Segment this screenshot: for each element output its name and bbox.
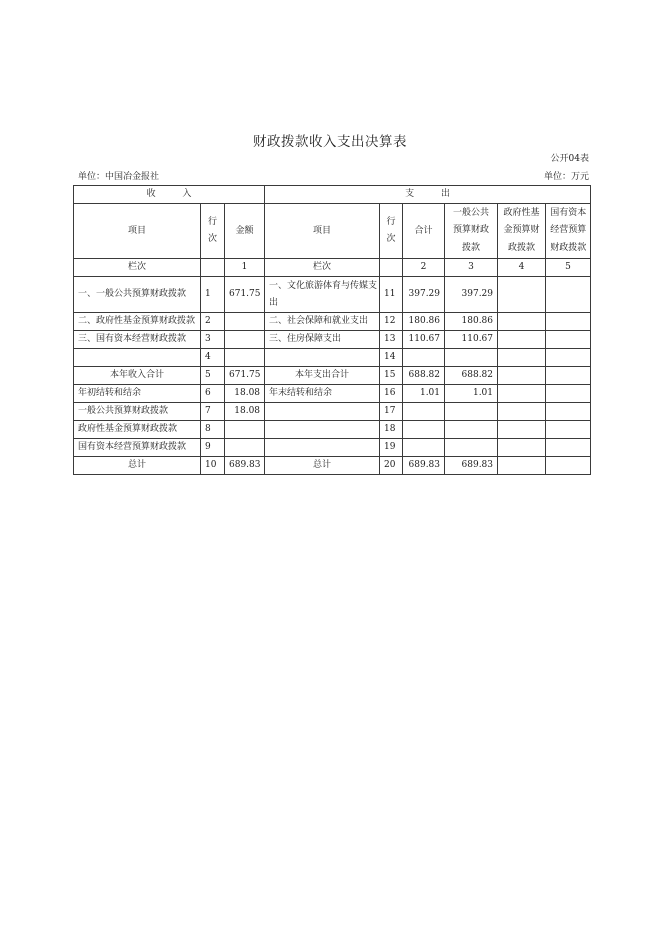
- general-budget-cell: 1.01: [445, 385, 498, 403]
- income-item-cell: 三、国有资本经营财政拨款: [74, 331, 201, 349]
- general-budget-cell: [445, 439, 498, 457]
- form-number: 公开04表: [550, 154, 589, 164]
- income-amount-cell: [225, 421, 265, 439]
- expense-line-cell: 15: [380, 367, 403, 385]
- col-header-label: 一般公共预算财政拨款: [453, 207, 490, 253]
- table-row: [74, 367, 591, 385]
- expense-item-cell: 三、住房保障支出: [265, 331, 380, 349]
- state-capital-cell: [546, 421, 591, 439]
- income-section-header: 收 入: [74, 186, 265, 204]
- expense-item-cell: [265, 421, 380, 439]
- income-item-cell: 一、一般公共预算财政拨款: [74, 277, 201, 313]
- expense-item-cell: [265, 349, 380, 367]
- total-cell: 1.01: [403, 385, 445, 403]
- general-budget-cell: 180.86: [445, 313, 498, 331]
- income-amount-cell: [225, 313, 265, 331]
- col-header-label: 政府性基金预算财政拨款: [503, 207, 540, 253]
- expense-item-cell: [265, 277, 380, 313]
- total-cell: [403, 403, 445, 421]
- col-header-state-capital: [546, 204, 591, 259]
- column-index-cell: 5: [546, 259, 591, 277]
- table-row: [74, 349, 591, 367]
- state-capital-cell: [546, 331, 591, 349]
- income-line-cell: 1: [201, 277, 225, 313]
- general-budget-cell: 397.29: [445, 277, 498, 313]
- state-capital-cell: [546, 367, 591, 385]
- gov-fund-cell: [498, 331, 546, 349]
- state-capital-cell: [546, 277, 591, 313]
- state-capital-cell: [546, 403, 591, 421]
- total-cell: 110.67: [403, 331, 445, 349]
- income-amount-cell: 671.75: [225, 367, 265, 385]
- table-row: [74, 331, 591, 349]
- table-row: [74, 421, 591, 439]
- col-header-gov-fund: [498, 204, 546, 259]
- income-amount-cell: [225, 439, 265, 457]
- total-cell: [403, 439, 445, 457]
- income-item-cell: [74, 349, 201, 367]
- col-header-general-budget: [445, 204, 498, 259]
- table-row: [74, 277, 591, 313]
- income-item-cell: 国有资本经营预算财政拨款: [74, 439, 201, 457]
- col-header-total: 合计: [403, 204, 445, 259]
- unit-organization: 单位：中国冶金报社: [78, 172, 160, 182]
- expense-line-cell: 14: [380, 349, 403, 367]
- income-line-cell: 5: [201, 367, 225, 385]
- income-line-cell: 2: [201, 313, 225, 331]
- expense-line-cell: 11: [380, 277, 403, 313]
- expense-line-cell: 13: [380, 331, 403, 349]
- column-index-cell: [380, 259, 403, 277]
- gov-fund-cell: [498, 385, 546, 403]
- state-capital-cell: [546, 385, 591, 403]
- income-amount-cell: 18.08: [225, 403, 265, 421]
- income-line-cell: 3: [201, 331, 225, 349]
- general-budget-cell: 110.67: [445, 331, 498, 349]
- table-row: [74, 439, 591, 457]
- general-budget-cell: [445, 349, 498, 367]
- column-index-cell: 1: [225, 259, 265, 277]
- income-amount-cell: [225, 331, 265, 349]
- gov-fund-cell: [498, 313, 546, 331]
- gov-fund-cell: [498, 457, 546, 475]
- income-line-cell: 10: [201, 457, 225, 475]
- expense-line-cell: 17: [380, 403, 403, 421]
- state-capital-cell: [546, 457, 591, 475]
- section-header-row: [74, 186, 591, 204]
- income-line-cell: 8: [201, 421, 225, 439]
- total-cell: [403, 421, 445, 439]
- income-amount-cell: [225, 349, 265, 367]
- expense-item-cell: 本年支出合计: [265, 367, 380, 385]
- expense-item-cell: [265, 439, 380, 457]
- table-row: [74, 385, 591, 403]
- total-cell: 397.29: [403, 277, 445, 313]
- state-capital-cell: [546, 349, 591, 367]
- income-item-cell: 总计: [74, 457, 201, 475]
- table-row: [74, 403, 591, 421]
- expense-item-cell: 总计: [265, 457, 380, 475]
- income-line-cell: 9: [201, 439, 225, 457]
- expense-item-cell: 年末结转和结余: [265, 385, 380, 403]
- general-budget-cell: [445, 403, 498, 421]
- state-capital-cell: [546, 439, 591, 457]
- column-index-cell: 3: [445, 259, 498, 277]
- col-header-income-amount: 金额: [225, 204, 265, 259]
- gov-fund-cell: [498, 367, 546, 385]
- income-item-cell: 政府性基金预算财政拨款: [74, 421, 201, 439]
- column-index-cell: 4: [498, 259, 546, 277]
- expense-item-label: 一、文化旅游体育与传媒支出: [269, 280, 378, 308]
- expense-line-cell: 16: [380, 385, 403, 403]
- table-row: [74, 313, 591, 331]
- col-header-label: 行次: [207, 217, 217, 244]
- income-item-cell: 年初结转和结余: [74, 385, 201, 403]
- expense-line-cell: 20: [380, 457, 403, 475]
- expense-line-cell: 12: [380, 313, 403, 331]
- column-index-label: 栏次: [74, 259, 201, 277]
- col-header-label: 行次: [386, 217, 396, 244]
- gov-fund-cell: [498, 439, 546, 457]
- column-index-cell: [201, 259, 225, 277]
- income-item-cell: 二、政府性基金预算财政拨款: [74, 313, 201, 331]
- income-line-cell: 6: [201, 385, 225, 403]
- col-header-expense-line: [380, 204, 403, 259]
- col-header-expense-item: 项目: [265, 204, 380, 259]
- gov-fund-cell: [498, 403, 546, 421]
- col-header-label: 国有资本经营预算财政拨款: [550, 207, 587, 253]
- expense-line-cell: 19: [380, 439, 403, 457]
- general-budget-cell: 688.82: [445, 367, 498, 385]
- income-amount-cell: 671.75: [225, 277, 265, 313]
- column-index-cell: 2: [403, 259, 445, 277]
- expense-section-header: 支 出: [265, 186, 591, 204]
- fiscal-appropriation-table: [73, 185, 591, 475]
- expense-item-cell: [265, 403, 380, 421]
- col-header-income-line: [201, 204, 225, 259]
- total-cell: [403, 349, 445, 367]
- column-index-label: 栏次: [265, 259, 380, 277]
- unit-currency: 单位：万元: [543, 172, 589, 182]
- total-cell: 688.82: [403, 367, 445, 385]
- general-budget-cell: [445, 421, 498, 439]
- column-index-row: [74, 259, 591, 277]
- income-item-cell: 本年收入合计: [74, 367, 201, 385]
- expense-line-cell: 18: [380, 421, 403, 439]
- general-budget-cell: 689.83: [445, 457, 498, 475]
- state-capital-cell: [546, 313, 591, 331]
- gov-fund-cell: [498, 349, 546, 367]
- gov-fund-cell: [498, 421, 546, 439]
- income-amount-cell: 18.08: [225, 385, 265, 403]
- expense-item-cell: 二、社会保障和就业支出: [265, 313, 380, 331]
- income-amount-cell: 689.83: [225, 457, 265, 475]
- column-header-row: [74, 204, 591, 259]
- total-cell: 689.83: [403, 457, 445, 475]
- income-line-cell: 7: [201, 403, 225, 421]
- income-item-cell: 一般公共预算财政拨款: [74, 403, 201, 421]
- page-title: 财政拨款收入支出决算表: [253, 134, 407, 150]
- col-header-income-item: 项目: [74, 204, 201, 259]
- table-row: [74, 457, 591, 475]
- gov-fund-cell: [498, 277, 546, 313]
- income-line-cell: 4: [201, 349, 225, 367]
- total-cell: 180.86: [403, 313, 445, 331]
